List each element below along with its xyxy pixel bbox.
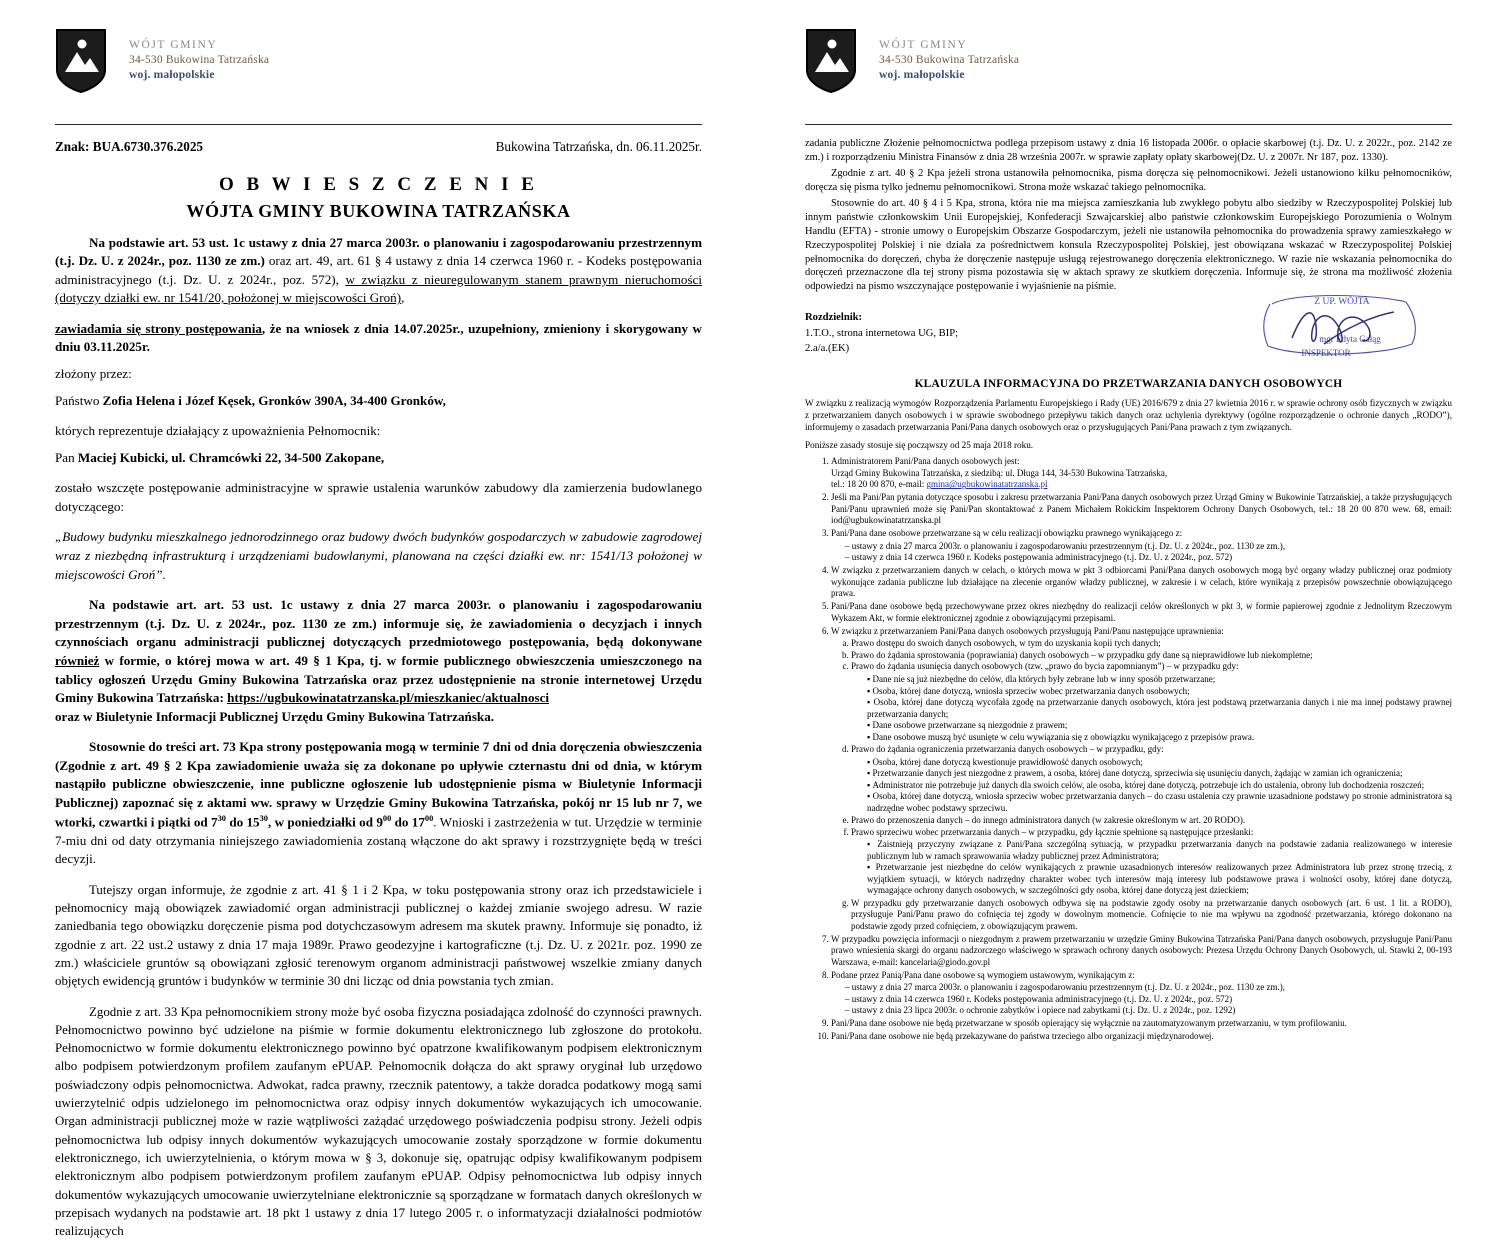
gdpr-list bbox=[805, 456, 1452, 1043]
distribution-label: Rozdzielnik: bbox=[805, 312, 863, 324]
file-access-sup-2: 30 bbox=[259, 813, 268, 823]
file-access-c: , w poniedziałki od 9 bbox=[267, 813, 383, 829]
distribution-item-1: 1.T.O., strona internetowa UG, BIP; bbox=[805, 327, 959, 339]
proceeding-paragraph: zostało wszczęte postępowanie administracyjne w sprawie ustalenia warunków zabudowy dla zamierzenia budowlanego dotyczącego: bbox=[55, 480, 702, 514]
file-access-e: . Wnioski i zastrzeżenia w tut. Urzędzie w terminie 7-miu dni od daty otrzymania niniejszego zawiadomienia zostaną włączone do akt sprawy i rozstrzygnięte będą w treści decyzji. bbox=[55, 813, 702, 867]
letterhead-line-1: WÓJT GMINY bbox=[129, 39, 218, 51]
gdpr-item-2 bbox=[831, 492, 1452, 527]
notification-lead: zawiadamia się strony postępowania bbox=[55, 320, 262, 336]
header-divider bbox=[55, 124, 702, 125]
gdpr-rights-d-bullets bbox=[851, 757, 1452, 815]
file-access-sup-3: 00 bbox=[382, 813, 392, 823]
gdpr-item-3-list bbox=[831, 541, 1452, 564]
header-divider-right bbox=[805, 124, 1452, 125]
gdpr-item-5: 5. Pani/Pana dane osobowe będą przechowywane przez okres niezbędny do realizacji celów określonych w pkt 3, w formie papierowej zgodnie z Jednolitym Rzeczowym Wykazem Akt, w formie elektronicznej zgodnie z obowiązującymi przepisami. bbox=[831, 601, 1452, 624]
applicant-prefix: Państwo bbox=[55, 392, 103, 408]
gdpr-item-10: 10. Pani/Pana dane osobowe nie będą przekazywane do państwa trzeciego albo organizacji międzynarodowej. bbox=[831, 1031, 1452, 1043]
distribution-item-2: 2.a/a.(EK) bbox=[805, 343, 850, 355]
gdpr-rights-e: e. Prawo do przenoszenia danych – do innego administratora danych (w zakresie określonym w art. 20 RODO). bbox=[851, 815, 1452, 827]
address-change-paragraph: Tutejszy organ informuje, że zgodnie z art. 41 § 1 i 2 Kpa, w toku postępowania strony oraz ich przedstawiciele i pełnomocnicy mają obowiązek zawiadomić organ administracji publicznej o każdej zmianie swojego adresu. W razie zaniedbania tego obowiązku doręczenie pisma pod dotychczasowym adresem ma skutek prawny. Informuje się ponadto, iż zgodnie z art. 22 ust.2 ustawy z dnia 17 maja 1989r. Prawo geodezyjne i kartograficzne (t.j. Dz. U. z 2021r. poz. 1990 ze zm.) właściciele gruntów są obowiązani zgłosić terenowym organom administracji państwowej wszelkie zmiany danych objętych ewidencją gruntów i budynków w terminie 30 dni licząc od dnia powstania tych zmian. bbox=[55, 882, 702, 989]
gdpr-item-8 bbox=[831, 970, 1452, 1017]
gdpr-item-1 bbox=[831, 456, 1452, 491]
letterhead-right-line-1: WÓJT GMINY bbox=[879, 39, 968, 51]
office-website-link[interactable]: https://ugbukowinatatrzanska.pl/mieszkaniec/aktualnosci bbox=[227, 690, 550, 706]
representative-prefix: Pan bbox=[55, 449, 78, 465]
letterhead-text-right bbox=[879, 38, 1019, 84]
file-access-paragraph bbox=[55, 738, 702, 868]
gdpr-item-9: 9. Pani/Pana dane osobowe nie będą przetwarzane w sposób opierający się wyłącznie na zautomatyzowanym przetwarzaniu, w tym profilowaniu. bbox=[831, 1018, 1452, 1030]
coat-of-arms-icon bbox=[55, 28, 107, 94]
gdpr-rights-d bbox=[851, 744, 1452, 814]
gdpr-rights-f-bullet-1: ▪ Zaistnieją przyczyny związane z Pani/Pana szczególną sytuacją, w przypadku przetwarzania danych na podstawie zadania realizowanego w interesie publicznym lub w ramach sprawowania władzy publicznej przez Administratora; bbox=[867, 839, 1452, 862]
gdpr-rights-c bbox=[851, 661, 1452, 743]
letterhead-line-3: woj. małopolskie bbox=[129, 69, 215, 82]
stamp-duty-paragraph: zadania publiczne Złożenie pełnomocnictwa podlega przepisom ustawy z dnia 16 listopada 2006r. o opłacie skarbowej (t.j. Dz. U. z 2022r., poz. 2142 ze zm.) i rozporządzeniu Ministra Finansów z dnia 28 września 2007r. w sprawie zapłaty opłaty skarbowej(Dz. U. z 2007r. Nr 187, poz. 1330). bbox=[805, 138, 1452, 163]
gdpr-item-3-dash-1: – ustawy z dnia 27 marca 2003r. o planowaniu i zagospodarowaniu przestrzennym (t.j. Dz. U. z 2024r., poz. 1130 ze zm.), bbox=[845, 541, 1452, 553]
public-notice-underline: również bbox=[55, 652, 100, 668]
applicant-line bbox=[55, 392, 702, 411]
delivery-to-attorney-paragraph: Zgodnie z art. 40 § 2 Kpa jeżeli strona ustanowiła pełnomocnika, pisma doręcza się pełnomocnikowi. Jeżeli ustanowiono kilku pełnomocników, doręcza się pisma tylko jednemu pełnomocnikowi. Strona może wskazać takiego pełnomocnika. bbox=[805, 167, 1452, 193]
gdpr-item-2-text: Jeśli ma Pani/Pan pytania dotyczące sposobu i zakresu przetwarzania Pani/Pana danych osobowych przez Urząd Gminy w Bukowinie Tatrzańskiej, a także przysługujących Pani/Panu uprawnień może się Pani/Pan skontaktować z Panem Michałem Rokickim Inspektorem Ochrony Danych Osobowych, tel.: 18 20 00 870 wew. 68, email: iod@ugbukowinatatrzanska.pl bbox=[831, 492, 1452, 526]
gdpr-rights-g: g. W przypadku gdy przetwarzanie danych osobowych odbywa się na podstawie zgody osoby na przetwarzanie danych osobowych (art. 6 ust. 1 lit. a RODO), przysługuje Pani/Panu prawo do cofnięcia tej zgody w dowolnym momencie. Cofnięcie to nie ma wpływu na zgodność przetwarzania, którego dokonano na podstawie zgody przed cofnięciem, z obowiązującym prawem. bbox=[851, 898, 1452, 933]
letterhead-text bbox=[129, 38, 269, 84]
gdpr-rights-d-text: Prawo do żądania ograniczenia przetwarzania danych osobowych – w przypadku, gdy: bbox=[851, 744, 1164, 755]
gdpr-item-1-sub-2: tel.: 18 20 00 870, e-mail: gmina@ugbukowinatatrzanska.pl bbox=[831, 479, 1048, 490]
power-of-attorney-paragraph: Zgodnie z art. 33 Kpa pełnomocnikiem strony może być osoba fizyczna posiadająca zdolność do czynności prawnych. Pełnomocnictwo powinno być udzielone na piśmie w formie dokumentu elektronicznego lub zgłoszone do protokołu. Pełnomocnictwo w formie dokumentu elektronicznego powinno być opatrzone kwalifikowanym podpisem elektronicznym albo podpisem potwierdzonym profilem zaufanym ePUAP. Pełnomocnik dołącza do akt sprawy oryginał lub urzędowo poświadczony odpis pełnomocnictwa. Adwokat, radca prawny, rzecznik patentowy, a także doradca podatkowy mogą sami uwierzytelnić odpis udzielonego im pełnomocnictwa oraz odpisy innych dokumentów wykazujących ich umocowanie. Organ administracji publicznej może w razie wątpliwości zażądać urzędowego poświadczenia podpisu strony. Jeżeli odpis pełnomocnictwa lub odpisy innych dokumentów wykazujących umocowanie zostały sporządzone w formie dokumentu elektronicznego, ich uwierzytelnienia, o którym mowa w § 3, dokonuje się, opatrując odpisy kwalifikowanym podpisem elektronicznym albo podpisem potwierdzonym profilem zaufanym ePUAP. Odpisy pełnomocnictwa lub odpisy innych dokumentów wykazujących umocowanie uwierzytelniane elektronicznie są sporządzane w formatach danych określonych w przepisach wydanych na podstawie art. 18 pkt 1 ustawy z dnia 17 lutego 2005 r. o informatyzacji działalności podmiotów realizujących bbox=[55, 1004, 702, 1239]
representative-name: Maciej Kubicki, ul. Chramcówki 22, 34-500 Zakopane, bbox=[77, 449, 385, 465]
gdpr-item-4: 4. W związku z przetwarzaniem danych w celach, o których mowa w pkt 3 odbiorcami Pani/Pana danych osobowych mogą być organy władzy publicznej oraz podmioty wykonujące zadania publiczne lub działające na zlecenie organów władzy publicznej, w zakresie i w celach, które wynikają z przepisów powszechnie obowiązującego prawa. bbox=[831, 565, 1452, 600]
case-number: Znak: BUA.6730.376.2025 bbox=[55, 139, 204, 154]
page-title: O B W I E S Z C Z E N I E bbox=[219, 174, 538, 195]
continuation-block bbox=[805, 137, 1452, 294]
gdpr-rights-d-bullet-2: ▪ Przetwarzanie danych jest niezgodne z prawem, a osoba, której dane dotyczą, sprzeciwia się usunięciu danych, żądając w zamian ich ograniczenia; bbox=[867, 768, 1452, 780]
page-subtitle: WÓJTA GMINY BUKOWINA TATRZAŃSKA bbox=[186, 200, 571, 221]
place-and-date: Bukowina Tatrzańska, dn. 06.11.2025r. bbox=[495, 139, 702, 154]
gdpr-item-3 bbox=[831, 528, 1452, 564]
svg-text:mgr Edyta Gałąg: mgr Edyta Gałąg bbox=[1319, 334, 1381, 345]
gdpr-rights-c-bullets bbox=[851, 674, 1452, 743]
gdpr-rights-a: a. Prawo dostępu do swoich danych osobowych, w tym do uzyskania kopii tych danych; bbox=[851, 638, 1452, 650]
public-notice-bold-1: Na podstawie art. art. 53 ust. 1c ustawy z dnia 27 marca 2003r. o planowaniu i zagospodarowaniu przestrzennym (t.j. Dz. U. z 2024r., poz. 1130 ze zm.) informuje się, że zawiadomienia o decyzjach i innych czynnościach organu administracji publicznej dotyczących przedmiotowego postępowania, będą dokonywane bbox=[55, 597, 702, 650]
legal-basis-underline: w związku z nieuregulowanym stanem prawnym nieruchomości (dotyczy działki ew. nr 1541/20, położonej w miejscowości Groń) bbox=[55, 271, 702, 306]
file-access-b: do 15 bbox=[225, 813, 260, 829]
gdpr-rights-c-bullet-5: ▪ Dane osobowe muszą być usunięte w celu wywiązania się z obowiązku wynikającego z przepisów prawa. bbox=[867, 732, 1452, 744]
representative-label: których reprezentuje działający z upoważnienia Pełnomocnik: bbox=[55, 423, 381, 439]
gdpr-rights-c-bullet-3: ▪ Osoba, której dane dotyczą wycofała zgodę na przetwarzanie danych osobowych, która jest podstawą przetwarzania danych i nie ma innej podstawy prawnej przetwarzania danych; bbox=[867, 697, 1452, 720]
gdpr-item-8-dash-1: – ustawy z dnia 27 marca 2003r. o planowaniu i zagospodarowaniu przestrzennym (t.j. Dz. U. z 2024r., poz. 1130 ze zm.), bbox=[845, 982, 1452, 994]
gdpr-effective-date: Poniższe zasady stosuje się począwszy od 25 maja 2018 roku. bbox=[805, 440, 1034, 451]
gdpr-rights-b: b. Prawo do żądania sprostowania (poprawiania) danych osobowych – w przypadku gdy dane są nieprawidłowe lub niekompletne; bbox=[851, 650, 1452, 662]
coat-of-arms-icon-right bbox=[805, 28, 857, 94]
investment-description: „Budowy budynku mieszkalnego jednorodzinnego oraz budowy dwóch budynków gospodarczych w zabudowie zagrodowej wraz z niezbędną infrastrukturą i urządzeniami budowlanymi, planowana na części działki ew. nr: 1541/13 położonej w miejscowości Groń”. bbox=[55, 529, 702, 582]
file-access-sup-4: 00 bbox=[424, 813, 434, 823]
gdpr-rights-d-bullet-4: ▪ Osoba, której dane dotyczą, wniosła sprzeciw wobec przetwarzania danych – do czasu ustalenia czy prawnie uzasadnione podstawy po stronie administratora są nadrzędne wobec podstawy sprzeciwu. bbox=[867, 791, 1452, 814]
gdpr-rights-f bbox=[851, 827, 1452, 897]
notification-rest: , że na wniosek z dnia 14.07.2025r., uzupełniony, zmieniony i skorygowany w dniu 03.11.2025r. bbox=[55, 320, 702, 355]
svg-text:Z UP. WÓJTA: Z UP. WÓJTA bbox=[1314, 297, 1370, 308]
legal-basis-paragraph bbox=[55, 234, 702, 308]
gdpr-item-3-dash-2: – ustawy z dnia 14 czerwca 1960 r. Kodeks postępowania administracyjnego (t.j. Dz. U. z 2024r., poz. 572) bbox=[845, 552, 1452, 564]
notification-paragraph bbox=[55, 320, 702, 357]
gdpr-item-8-dash-3: – ustawy z dnia 23 lipca 2003r. o ochronie zabytków i opiece nad zabytkami (t.j. Dz. U. z 2024r., poz. 1292) bbox=[845, 1005, 1452, 1017]
letterhead-left bbox=[55, 28, 702, 110]
applicant-name: Zofia Helena i Józef Kęsek, Gronków 390A, 34-400 Gronków, bbox=[102, 392, 446, 408]
document-meta bbox=[55, 139, 702, 155]
gdpr-item-6-list bbox=[831, 638, 1452, 932]
gdpr-item-7 bbox=[831, 934, 1452, 969]
gdpr-intro: W związku z realizacją wymogów Rozporządzenia Parlamentu Europejskiego i Rady (UE) 2016/679 z dnia 27 kwietnia 2016 r. w sprawie ochrony osób fizycznych w związku z przetwarzaniem danych osobowych i w sprawie swobodnego przepływu takich danych oraz uchylenia dyrektywy (ogólne rozporządzenie o ochronie danych „RODO”), informujemy o zasadach przetwarzania Pani/Pana danych osobowych oraz o przysługujących Pani/Pana prawach z tym związanych. bbox=[805, 398, 1452, 433]
legal-basis-text-1: oraz art. 49, art. 61 § 4 ustawy z dnia 14 czerwca 1960 r. - Kodeks postępowania administracyjnego (t.j. Dz. U. z 2024r., poz. 572), bbox=[55, 253, 702, 287]
legal-basis-bold-1: Na podstawie art. 53 ust. 1c ustawy z dnia 27 marca 2003r. o planowaniu i zagospodarowaniu przestrzennym (t.j. Dz. U. z 2024r., poz. 1130 ze zm.) bbox=[55, 234, 702, 269]
letterhead-right-line-2: 34-530 Bukowina Tatrzańska bbox=[879, 54, 1020, 67]
gdpr-item-1-sub-1: Urząd Gminy Bukowina Tatrzańska, z siedzibą: ul. Długa 144, 34-530 Bukowina Tatrzańska, bbox=[831, 467, 1168, 478]
document-page-left bbox=[0, 0, 750, 1239]
file-access-a: Stosownie do treści art. 73 Kpa strony postępowania mogą w terminie 7 dni od dnia doręczenia obwieszczenia (Zgodnie z art. 49 § 2 Kpa zawiadomienie uważa się za dokonane po upływie czternastu dni od dnia, w którym nastąpiło publiczne obwieszczenie, inne publiczne ogłoszenie lub udostępnienie pisma w Biuletynie Informacji Publicznej) zapoznać się z aktami ww. sprawy w Urzędzie Gminy Bukowina Tatrzańska, pokój nr 15 lub nr 7, we wtorki, czwartki i piątki od 7 bbox=[55, 739, 702, 829]
public-notice-bold-2: w formie, o której mowa w art. 49 § 1 Kpa, tj. w formie publicznego obwieszczenia umieszczonego na tablicy ogłoszeń Urzędu Gminy Bukowina Tatrzańska oraz przez udostępnienie na stronie internetowej Urzędu Gminy Bukowina Tatrzańska: bbox=[55, 652, 702, 706]
gdpr-item-8-list bbox=[831, 982, 1452, 1017]
gdpr-rights-c-text: Prawo do żądania usunięcia danych osobowych (tzw. „prawo do bycia zapomnianym”) – w przypadku gdy: bbox=[851, 661, 1239, 672]
svg-text:INSPEKTOR: INSPEKTOR bbox=[1301, 348, 1351, 359]
gdpr-rights-f-bullet-2: ▪ Przetwarzanie jest niezbędne do celów wynikających z prawnie uzasadnionych interesów realizowanych przez Administratora lub przez stronę trzecią, z wyjątkiem sytuacji, w których nadrzędny charakter wobec tych interesów mają interesy lub podstawowe prawa i wolności osoby, której dane dotyczą, wymagające ochrony danych osobowych, w szczególności gdy osoba, której dane dotyczą jest dzieckiem; bbox=[867, 862, 1452, 897]
gdpr-rights-c-bullet-1: ▪ Dane nie są już niezbędne do celów, dla których były zebrane lub w inny sposób przetwarzane; bbox=[867, 674, 1452, 686]
file-access-d: do 17 bbox=[391, 813, 425, 829]
file-access-sup-1: 30 bbox=[217, 813, 226, 823]
foreign-party-paragraph: Stosownie do art. 40 § 4 i 5 Kpa, strona, która nie ma miejsca zamieszkania lub zwykłego pobytu albo siedziby w Rzeczypospolitej Polskiej lub innym państwie członkowskim Unii Europejskiej, Konfederacji Szwajcarskiej albo państwie członkowskim Europejskiego Porozumienia o Wolnym Handlu (EFTA) - stronie umowy o Europejskim Obszarze Gospodarczym, jeżeli nie ustanowiła pełnomocnika do prowadzenia sprawy zamieszkałego w Rzeczypospolitej Polskiej i nie działa za pośrednictwem konsula Rzeczypospolitej Polskiej, jest obowiązana wskazać w Rzeczypospolitej Polskiej pełnomocnika do doręczeń, chyba że doręczenie następuje usługą rejestrowanego doręczenia elektronicznego. W razie nie wskazania pełnomocnika do doręczeń przeznaczone dla tej strony pisma pozostawia się w aktach sprawy ze skutkiem doręczenia. Informuje się, że strona ma możliwość złożenia odpowiedzi na pismo wszczynające postępowanie i wyjaśnienie na piśmie. bbox=[805, 197, 1452, 293]
gdpr-item-8-text: Podane przez Panią/Pana dane osobowe są wymogiem ustawowym, wynikającym z: bbox=[831, 969, 1135, 980]
gdpr-rights-f-text: Prawo sprzeciwu wobec przetwarzania danych – w przypadku, gdy łącznie spełnione są następujące przesłanki: bbox=[851, 826, 1254, 837]
gdpr-rights-d-bullet-1: ▪ Osoba, której dane dotyczą kwestionuje prawidłowość danych osobowych; bbox=[867, 757, 1452, 769]
public-notice-paragraph bbox=[55, 596, 702, 707]
document-page-right bbox=[750, 0, 1500, 1060]
letterhead-line-2: 34-530 Bukowina Tatrzańska bbox=[129, 54, 270, 67]
legal-basis-text-2: , bbox=[401, 290, 405, 306]
representative-line bbox=[55, 449, 702, 468]
office-email-link[interactable]: gmina@ugbukowinatatrzanska.pl bbox=[926, 479, 1048, 490]
gdpr-rights-c-bullet-2: ▪ Osoba, której dane dotyczą, wniosła sprzeciw wobec przetwarzania danych osobowych; bbox=[867, 686, 1452, 698]
gdpr-item-7-text: W przypadku powzięcia informacji o niezgodnym z prawem przetwarzaniu w urzędzie Gminy Bukowina Tatrzańska Pani/Pana danych osobowych, przysługuje Pani/Panu prawo wniesienia skargi do organu nadzorczego właściwego w sprawach ochrony danych osobowych: Prezesa Urzędu Ochrony Danych Osobowych, ul. Stawki 2, 00-193 Warszawa, e-mail: kancelaria@giodo.gov.pl bbox=[831, 933, 1452, 967]
submitted-by-label: złożony przez: bbox=[55, 366, 132, 382]
gdpr-rights-d-bullet-3: ▪ Administrator nie potrzebuje już danych dla swoich celów, ale osoba, której dane dotyczą, potrzebuje ich do ustalenia, obrony lub dochodzenia roszczeń; bbox=[867, 780, 1452, 792]
gdpr-section-title: KLAUZULA INFORMACYJNA DO PRZETWARZANIA DANYCH OSOBOWYCH bbox=[914, 378, 1343, 391]
gdpr-item-1-text: Administratorem Pani/Pana danych osobowych jest: bbox=[831, 456, 1020, 467]
gdpr-item-6 bbox=[831, 626, 1452, 932]
gdpr-item-3-text: Pani/Pana dane osobowe przetwarzane są w celu realizacji obowiązku prawnego wynikającego z: bbox=[831, 528, 1183, 539]
public-notice-bip: oraz w Biuletynie Informacji Publicznej Urzędu Gminy Bukowina Tatrzańska. bbox=[55, 708, 495, 724]
gdpr-item-8-dash-2: – ustawy z dnia 14 czerwca 1960 r. Kodeks postępowania administracyjnego (t.j. Dz. U. z 2024r., poz. 572) bbox=[845, 994, 1452, 1006]
distribution-block bbox=[805, 297, 1452, 359]
gdpr-rights-f-bullets bbox=[851, 839, 1452, 897]
letterhead-right bbox=[805, 28, 1452, 110]
gdpr-item-6-text: W związku z przetwarzaniem Pani/Pana danych osobowych przysługują Pani/Panu następujące uprawnienia: bbox=[831, 625, 1224, 636]
letterhead-right-line-3: woj. małopolskie bbox=[879, 69, 965, 82]
gdpr-rights-c-bullet-4: ▪ Dane osobowe przetwarzane są niezgodnie z prawem; bbox=[867, 720, 1452, 732]
